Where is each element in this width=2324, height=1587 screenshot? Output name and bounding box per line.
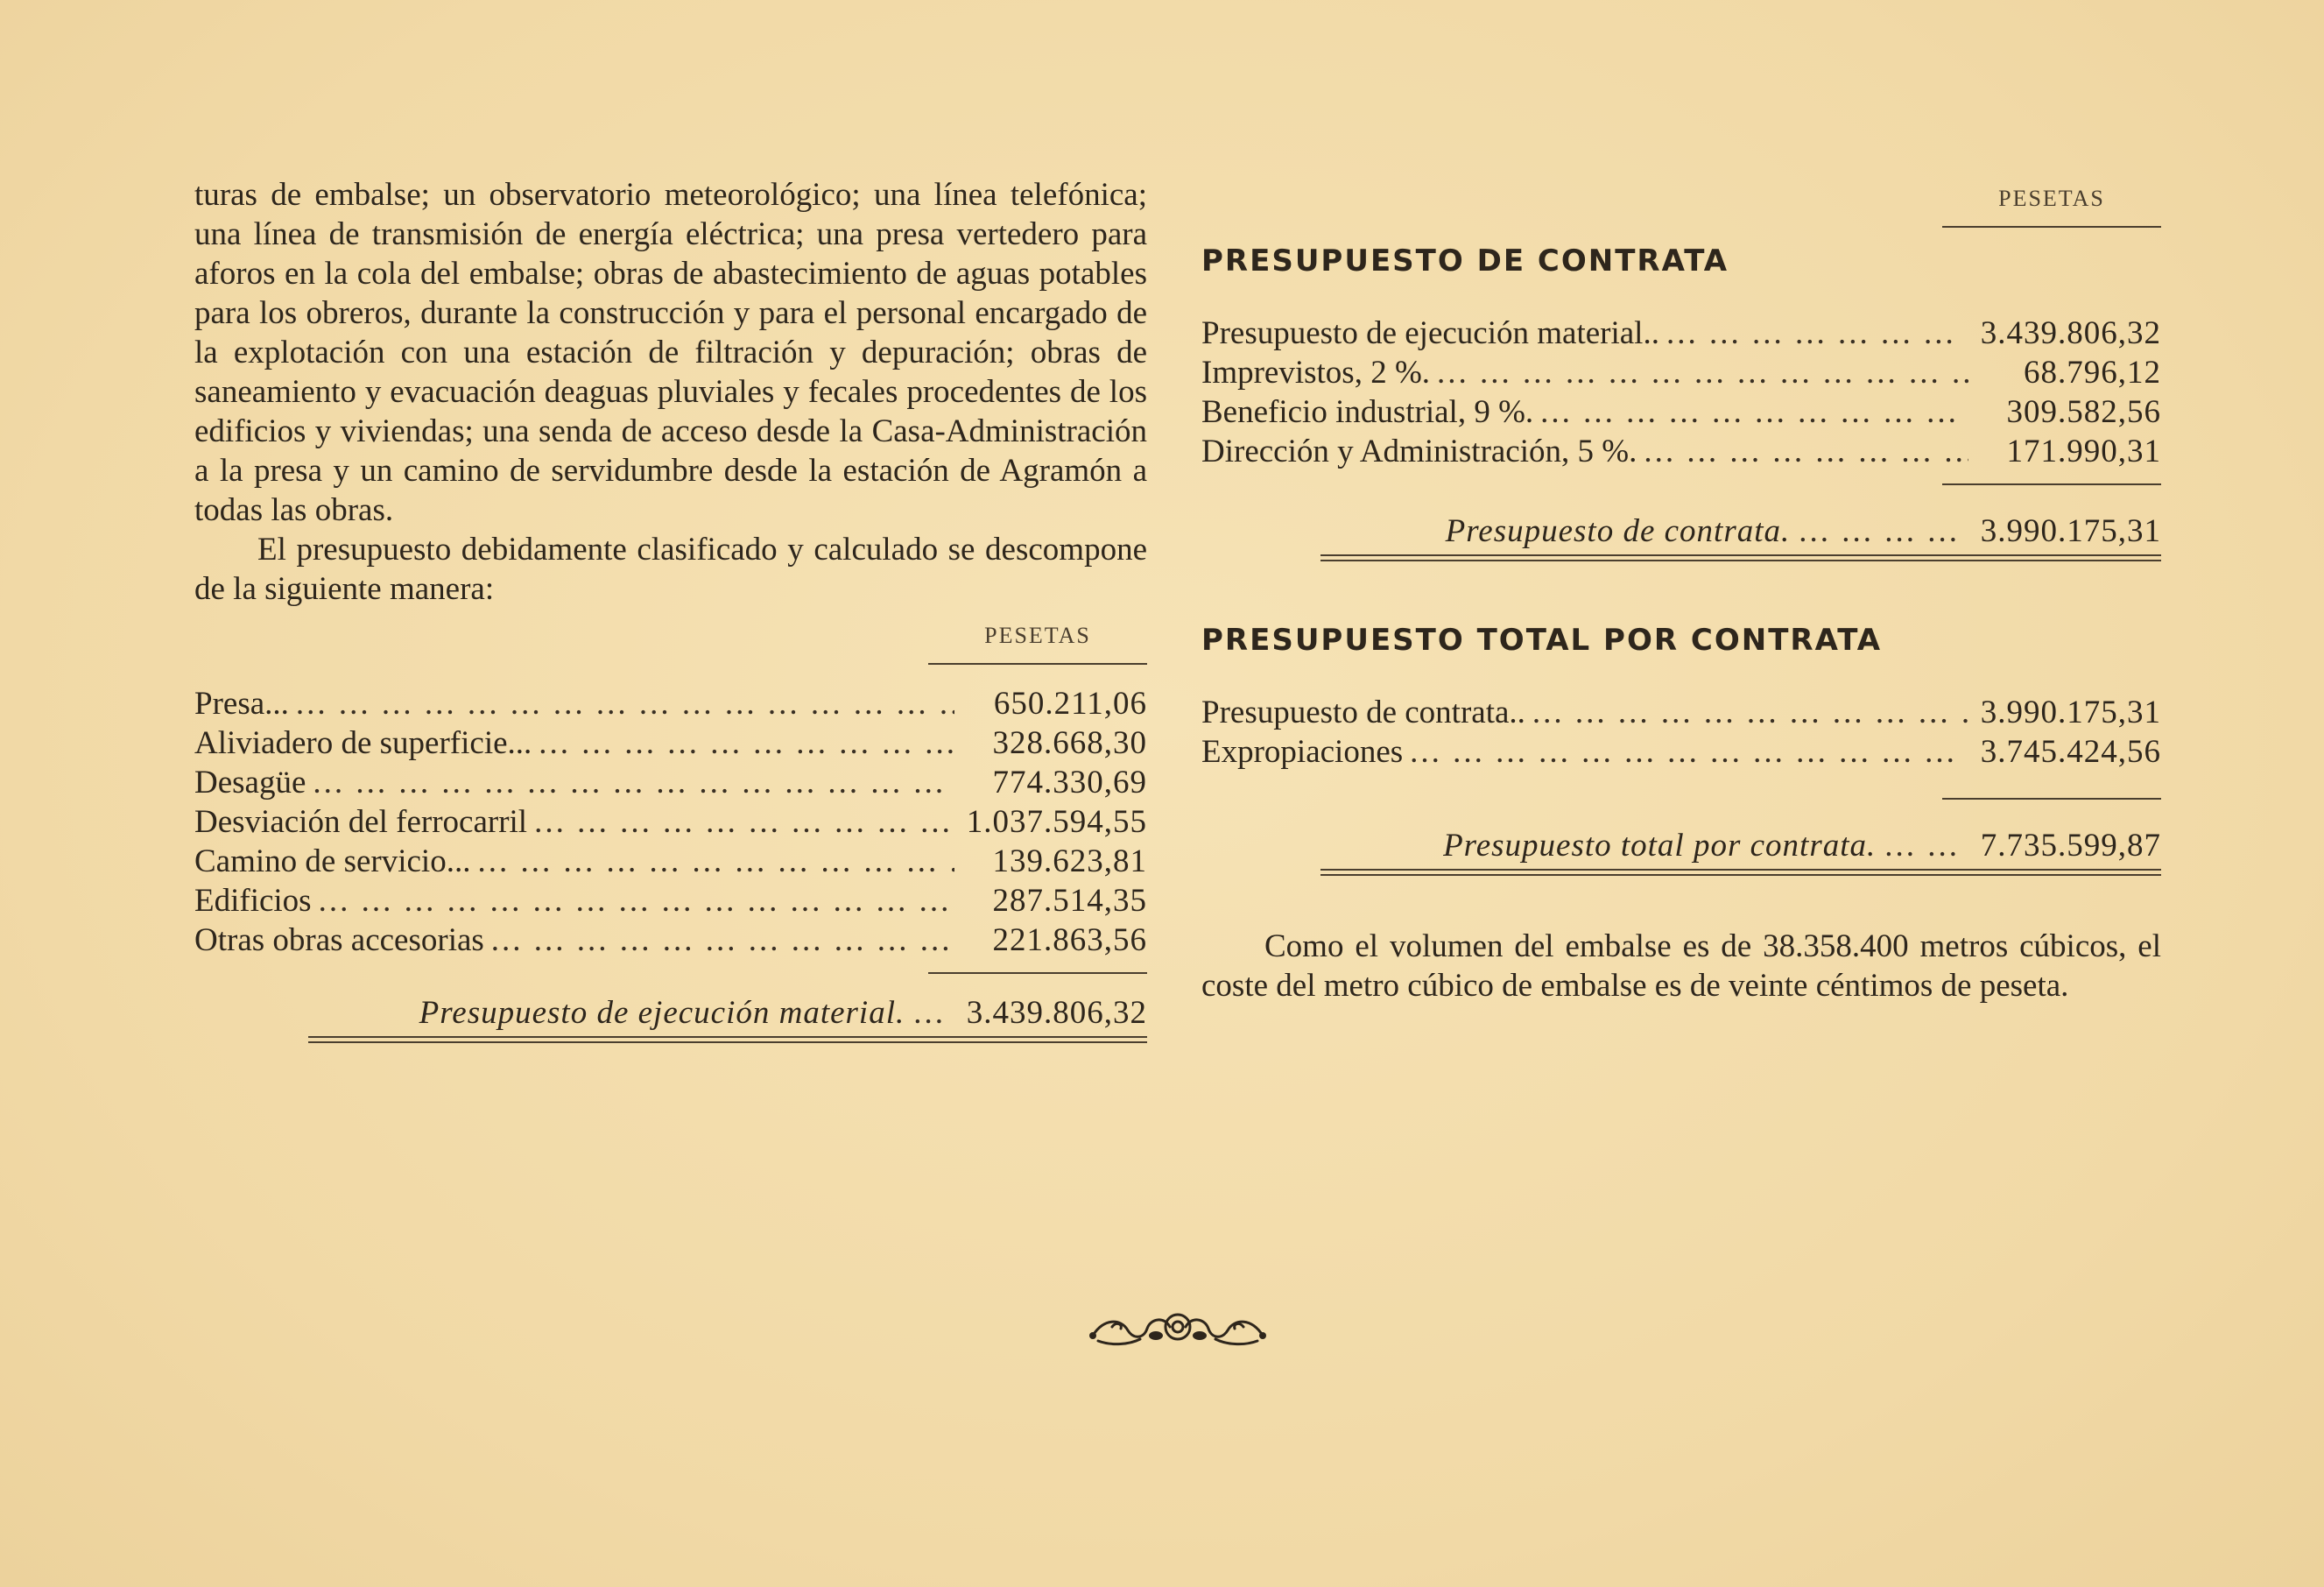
item-value: 1.037.594,55 (966, 804, 1147, 840)
item-label: Aliviadero de superficie... (194, 725, 532, 761)
budget-row (194, 684, 1147, 723)
unit-rule (1942, 226, 2161, 228)
item-label: Edificios (194, 883, 312, 919)
leader-dots (527, 802, 954, 842)
total-row (1201, 826, 2161, 865)
total-row (194, 993, 1147, 1033)
body-paragraph-1: turas de embalse; un observatorio meteorológico; una línea telefónica; una línea de transmisión de energía eléctrica; una presa vertedero para aforos en la cola del embalse; obras de abastecimiento de aguas potables para los obreros, durante la construcción y para el personal encargado de la explotación con una estación de filtración y depuración; obras de saneamiento y evacuación deaguas pluviales y fecales procedentes de los edificios y viviendas; una senda de acceso desde la Casa-Administración a la presa y un camino de servidumbre desde la estación de Agramón a todas las obras. (194, 177, 1147, 528)
budget-row (194, 881, 1147, 920)
budget-row (194, 802, 1147, 842)
section-title-total-contrata: PRESUPUESTO TOTAL POR CONTRATA (1201, 623, 1883, 658)
item-label: Expropiaciones (1201, 734, 1404, 770)
budget-row (1201, 732, 2161, 772)
leader-dots: ... ... (1884, 828, 1960, 864)
total-label: Presupuesto de contrata. (1445, 513, 1791, 549)
budget-row (1201, 392, 2161, 432)
total-label: Presupuesto de ejecución material. (419, 995, 905, 1031)
leader-dots (1430, 353, 1968, 392)
item-label: Imprevistos, 2 %. (1201, 355, 1431, 391)
left-budget-table (194, 623, 1147, 1043)
unit-header: PESETAS (1998, 186, 2105, 211)
unit-rule (928, 663, 1147, 665)
sum-rule (1942, 798, 2161, 800)
budget-row (1201, 314, 2161, 353)
budget-row (1201, 353, 2161, 392)
unit-header: PESETAS (984, 623, 1091, 648)
budget-row (194, 763, 1147, 802)
contrata-items (1201, 314, 2161, 471)
budget-row (194, 723, 1147, 763)
total-contrata-items (1201, 693, 2161, 772)
item-label: Otras obras accesorias (194, 922, 484, 958)
leader-dots (532, 723, 954, 763)
total-value: 7.735.599,87 (1980, 828, 2161, 864)
total-row (1201, 511, 2161, 551)
item-value: 650.211,06 (993, 686, 1147, 722)
item-label: Presupuesto de ejecución material.. (1201, 315, 1659, 351)
section-title-contrata: PRESUPUESTO DE CONTRATA (1201, 243, 1729, 279)
item-value: 171.990,31 (2006, 434, 2161, 469)
item-value: 139.623,81 (992, 843, 1147, 879)
item-label: Desagüe (194, 765, 306, 801)
leader-dots (1403, 732, 1968, 772)
item-label: Beneficio industrial, 9 %. (1201, 394, 1534, 430)
total-label: Presupuesto total por contrata. (1443, 828, 1877, 864)
leader-dots (306, 763, 954, 802)
item-label: Desviación del ferrocarril (194, 804, 528, 840)
leader-dots: ... ... ... ... (1799, 513, 1960, 549)
item-value: 309.582,56 (2006, 394, 2161, 430)
item-label: Dirección y Administración, 5 %. (1201, 434, 1637, 469)
left-column (194, 175, 1147, 1043)
budget-items (194, 684, 1147, 960)
item-value: 68.796,12 (2024, 355, 2161, 391)
leader-dots (1525, 693, 1968, 732)
double-rule (308, 1036, 1147, 1043)
scroll-ornament-icon (1086, 1301, 1270, 1353)
item-value: 221.863,56 (992, 922, 1147, 958)
leader-dots (289, 684, 954, 723)
item-label: Presa... (194, 686, 289, 722)
leader-dots (470, 842, 954, 881)
leader-dots (312, 881, 954, 920)
item-value: 3.745.424,56 (1980, 734, 2161, 770)
right-column (1201, 186, 2161, 1005)
leader-dots (1637, 432, 1968, 471)
sum-rule (1942, 483, 2161, 485)
budget-row (194, 920, 1147, 960)
item-value: 287.514,35 (992, 883, 1147, 919)
double-rule (1320, 869, 2161, 876)
item-label: Camino de servicio... (194, 843, 471, 879)
item-value: 3.439.806,32 (1980, 315, 2161, 351)
double-rule (1320, 554, 2161, 561)
budget-row (194, 842, 1147, 881)
item-value: 328.668,30 (992, 725, 1147, 761)
total-value: 3.990.175,31 (1980, 513, 2161, 549)
item-label: Presupuesto de contrata.. (1201, 695, 1525, 730)
closing-paragraph: Como el volumen del embalse es de 38.358.400 metros cúbicos, el coste del metro cúbico de embalse es de veinte céntimos de peseta. (1201, 928, 2161, 1004)
item-value: 3.990.175,31 (1980, 695, 2161, 730)
leader-dots (1533, 392, 1968, 432)
body-paragraph-2: El presupuesto debidamente clasificado y calculado se descompone de la siguiente manera: (194, 532, 1147, 607)
item-value: 774.330,69 (992, 765, 1147, 801)
budget-row (1201, 432, 2161, 471)
budget-row (1201, 693, 2161, 732)
leader-dots: ... (913, 995, 946, 1031)
leader-dots (484, 920, 954, 960)
leader-dots (1659, 314, 1968, 353)
sum-rule (928, 972, 1147, 974)
total-value: 3.439.806,32 (966, 995, 1147, 1031)
